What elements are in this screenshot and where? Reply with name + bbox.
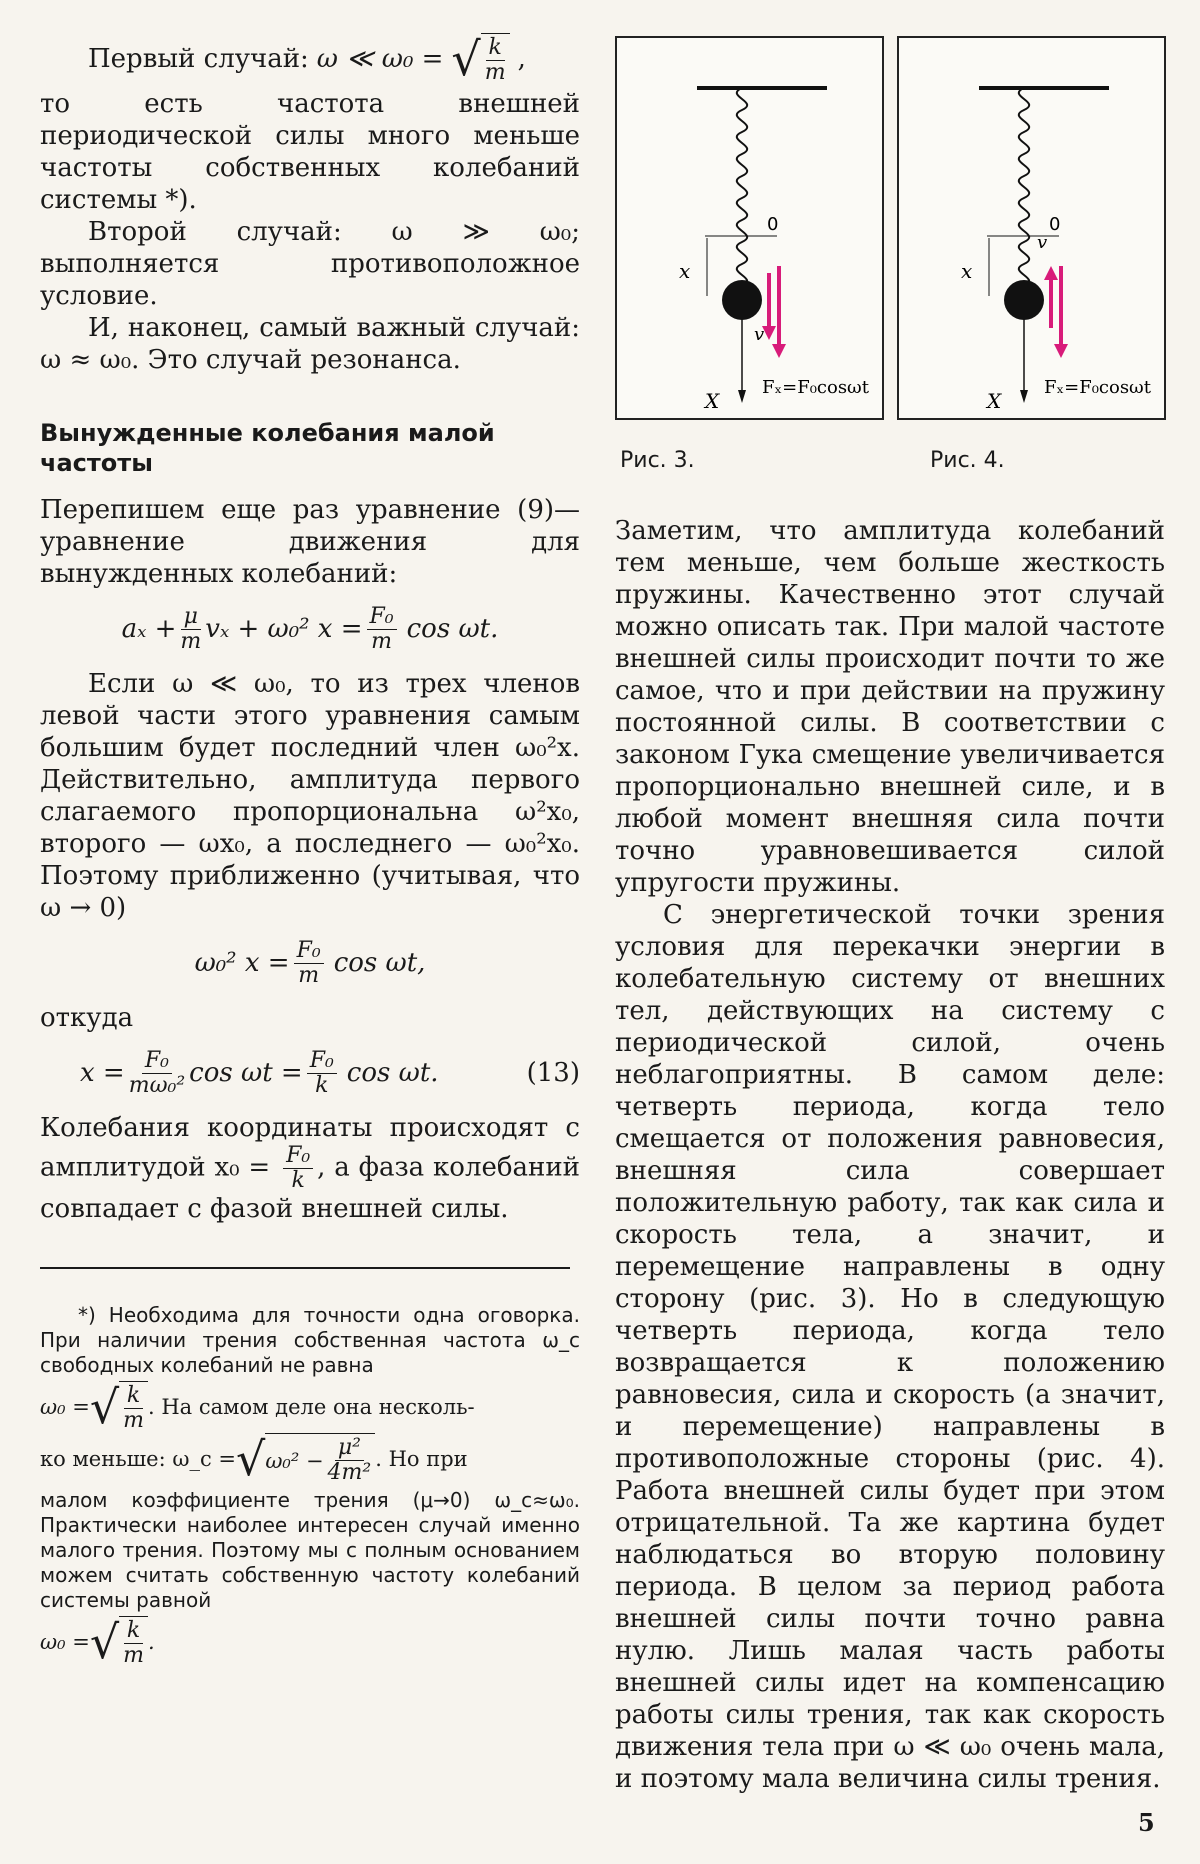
eq3-f2-num: F₀ [307,1049,337,1074]
footnote-p1: *) Необходима для точности одна оговорка. При наличии трения собственная частота ω_c свободных колебаний не равна [40,1303,580,1377]
case1-formula: ω ≪ ω₀ = [316,44,444,74]
case1-rest: то есть частота внешней периодической силы много меньше частоты собственных колебаний системы *). [40,89,580,215]
label-zero: 0 [767,214,779,235]
figure-4 [897,36,1166,420]
label-x: x [961,259,973,283]
equation-approx [40,936,580,990]
eq3-f2-den: k [315,1072,329,1098]
right-column [615,515,1165,1795]
eq1-mid: vₓ + ω₀² x = [205,614,363,644]
eq3-left: x = [80,1058,125,1088]
page-number: 5 [1138,1808,1155,1837]
footnote-divider [40,1267,570,1269]
footnote [40,1303,580,1669]
m-den-2: m [123,1408,145,1433]
f3-tail: . [148,1630,155,1654]
eq2-left: ω₀² x = [194,948,290,978]
eq3-mid: cos ωt = [189,1058,303,1088]
figure-3-drawing [617,38,882,418]
radical-sign-4: √ [89,1615,120,1669]
force-arrow-head [1054,344,1068,358]
equation-motion [40,602,580,656]
section-title: Вынужденные колебания малой частоты [40,419,495,477]
equation-13 [40,1046,580,1100]
mass-ball [1004,280,1044,320]
eq1-left: aₓ + [121,614,177,644]
case1-line: Первый случай: ω ≪ ω₀ = √ $\frac{k}{m}$ , [88,32,526,86]
mass-ball [722,280,762,320]
figure-3 [615,36,884,420]
f2-lead: ко меньше: ω_c = [40,1447,236,1471]
f2-den: 4m² [327,1460,372,1485]
p3-den: k [291,1168,305,1193]
eq2-den: m [298,962,320,988]
equation-number: (13) [526,1058,580,1088]
f2-num: μ² [335,1436,364,1461]
section-p2: Если ω ≪ ω₀, то из трех членов левой части этого уравнения самым большим будет последний член ω₀²x. Действительно, амплитуда первого слагаемого пропорциональна ω²x₀, второго — ωx₀, а последнего — ω₀²x₀. Поэтому приближенно (учитывая, что ω → 0) [40,669,580,923]
eq1-frac1-num: μ [181,605,201,630]
sqrt-k-over-m [451,33,509,85]
f3-left: ω₀ = [40,1630,90,1654]
eq1-right: cos ωt. [406,614,499,644]
label-v: v [754,324,765,345]
eq3-f1-den: mω₀² [128,1072,186,1098]
f1-left: ω₀ = [40,1395,90,1419]
radical-sign-2: √ [89,1380,120,1434]
velocity-arrow-up-head [1044,266,1058,280]
label-zero: 0 [1049,214,1061,235]
eq2-right: cos ωt, [333,948,426,978]
sqrt-k-over-m-2 [90,1381,148,1433]
p3-a: Колебания координаты происходят с амплитудой x₀ = [40,1113,580,1183]
footnote-p2: малом коэффициенте трения (μ→0) ω_c≈ω₀. Практически наиболее интересен случай именно малого трения. Поэтому мы с полным основанием можем считать собственную частоту колебаний системы равной [40,1488,580,1612]
right-p2: С энергетической точки зрения условия для перекачки энергии в колебательную систему от внешних тел, действующих на систему с периодической силой, очень неблагоприятны. В самом деле: четверть периода, когда тело смещается от положения равновесия, внешняя сила совершает положительную работу, так как сила и скорость тела, а значит, и перемещение направлены в одну сторону (рис. 3). Но в следующую четверть периода, когда тело возвращается к положению равновесия, сила и скорость (а значит, и перемещение) направлены в противоположные стороны (рис. 4). Работа внешней силы будет при этом отрицательной. Та же картина будет наблюдаться во вторую половину периода. В целом за период работа внешней силы почти точно равна нулю. Лишь малая часть работы внешней силы идет на компенсацию работы силы трения, так как скорость движения тела при ω ≪ ω₀ очень мала, и поэтому мала величина силы трения. [615,900,1165,1794]
x-axis-arrow [1020,390,1028,403]
label-X: X [987,389,1002,413]
fig3-caption: Рис. 3. [620,448,695,473]
footnote-formula-2 [40,1432,580,1486]
force-label: Fₓ=F₀cosωt [1044,377,1151,398]
f2-inner: ω₀² − [265,1448,324,1473]
figures [615,30,1165,473]
spring-coil [1019,88,1029,308]
footnote-formula-1 [40,1380,580,1434]
eq1-frac2-num: F₀ [367,605,397,630]
label-X: X [705,389,720,413]
fig4-caption: Рис. 4. [930,448,1005,473]
k-num: k [486,36,505,61]
m-den-3: m [123,1643,145,1668]
force-label: Fₓ=F₀cosωt [762,377,869,398]
f2-tail: . Но при [375,1447,468,1471]
x-axis-arrow [738,390,746,403]
eq1-frac1-den: m [180,628,202,654]
case2-text: Второй случай: ω ≫ ω₀; выполняется противоположное условие. [40,217,580,311]
label-x: x [679,259,691,283]
k-num-2: k [124,1384,143,1409]
f1-text: . На самом деле она несколь- [148,1395,475,1419]
spring-coil [737,88,747,308]
word-otkuda: откуда [40,1003,134,1033]
label-v: v [1037,232,1048,253]
radical-sign: √ [451,32,481,86]
eq2-num: F₀ [294,939,324,964]
eq1-frac2-den: m [371,628,393,654]
force-arrow-head [772,344,786,358]
eq3-f1-num: F₀ [142,1049,172,1074]
right-p1: Заметим, что амплитуда колебаний тем меньше, чем больше жесткость пружины. Качественно этот случай можно описать так. При малой частоте внешней силы происходит почти то же самое, что и при действии на пружину постоянной силы. В соответствии с законом Гука смещение увеличивается пропорционально внешней силе, и в любой момент внешняя сила почти точно уравновешивается силой упругости пружины. [615,516,1165,898]
p3-num: F₀ [283,1144,313,1169]
k-num-3: k [124,1619,143,1644]
case3-text: И, наконец, самый важный случай: ω ≈ ω₀. Это случай резонанса. [40,313,580,375]
m-den: m [484,60,506,85]
sqrt-k-over-m-3 [90,1616,148,1668]
eq3-right: cos ωt. [346,1058,439,1088]
section-p1: Перепишем еще раз уравнение (9)— уравнение движения для вынужденных колебаний: [40,495,580,589]
radical-sign-3: √ [236,1432,266,1486]
footnote-formula-3 [40,1615,580,1669]
left-column [40,30,580,1671]
p3-b: , а фаза колебаний совпадает с фазой внешней силы. [40,1152,581,1224]
figure-4-drawing [899,38,1164,418]
case1-lead: Первый случай: [88,44,309,74]
section-p3 [40,1112,580,1225]
sqrt-omega-c [236,1433,375,1485]
